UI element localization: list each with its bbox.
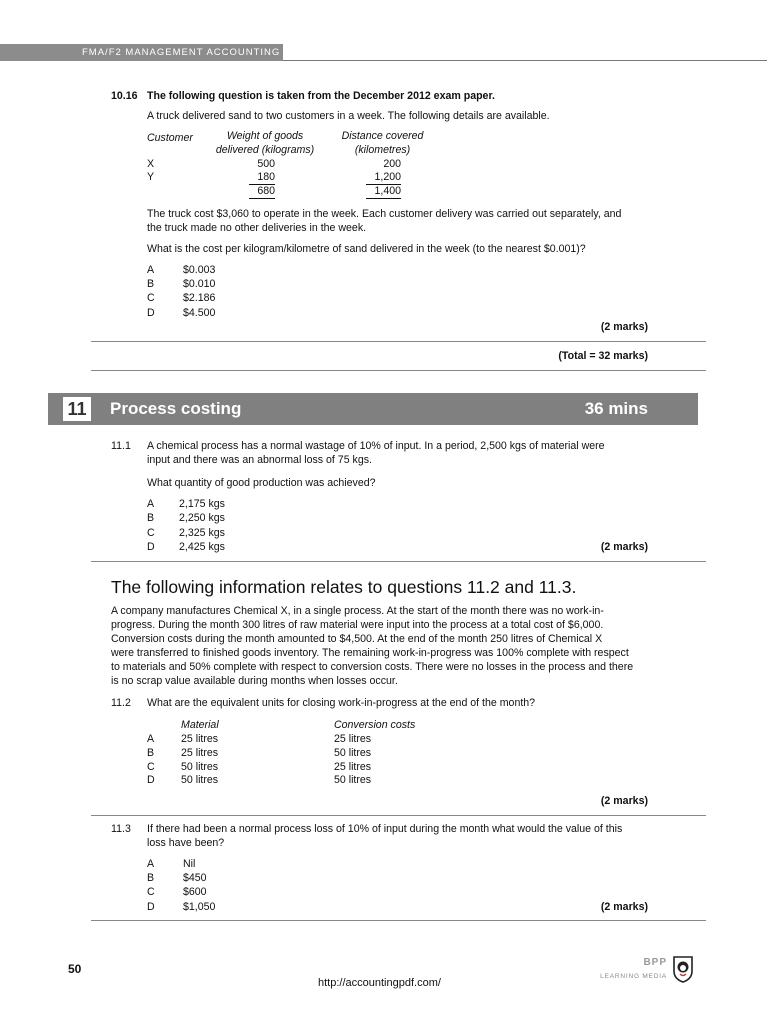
table-cell-weight: 500 (257, 158, 275, 170)
table-header-customer: Customer (147, 132, 193, 144)
table-cell-distance: 1,200 (366, 170, 401, 185)
option-header-material: Material (181, 719, 219, 731)
option-text: 2,325 kgs (179, 527, 225, 539)
option-text: $600 (183, 886, 207, 898)
table-header-weight: Weight of goods (226, 130, 304, 142)
info-heading: The following information relates to questions 11.2 and 11.3. (111, 577, 577, 597)
table-cell-customer: X (147, 158, 155, 170)
total-marks-label: (Total = 32 marks) (558, 350, 648, 362)
question-text: loss have been? (147, 837, 225, 849)
info-line: were transferred to finished goods inventory. The remaining work-in-progress was 100% complete with respect (111, 647, 629, 659)
section-header (48, 393, 698, 425)
option-letter: C (147, 886, 155, 898)
section-number: 11 (63, 397, 91, 421)
brand-name: BPP (643, 957, 667, 968)
option-letter: D (147, 901, 155, 913)
table-header-distance: Distance covered (341, 130, 424, 142)
table-header-weight-unit: delivered (kilograms) (215, 144, 315, 156)
option-letter: B (147, 747, 155, 759)
question-prompt: What is the cost per kilogram/kilometre of sand delivered in the week (to the nearest $0.001)? (147, 243, 586, 255)
option-header-conversion: Conversion costs (334, 719, 416, 731)
option-letter: D (147, 774, 155, 786)
info-line: is no scrap value available during months when losses occur. (111, 675, 398, 687)
divider (91, 815, 706, 816)
table-cell-distance: 200 (383, 158, 401, 170)
question-paragraph: The truck cost $3,060 to operate in the week. Each customer delivery was carried out separately, and (147, 208, 622, 220)
option-text: 2,250 kgs (179, 512, 225, 524)
option-letter: C (147, 292, 155, 304)
option-letter: A (147, 858, 155, 870)
table-total-weight: 680 (249, 184, 275, 199)
question-prompt: What are the equivalent units for closing work-in-progress at the end of the month? (147, 697, 536, 709)
question-number: 11.3 (111, 823, 131, 835)
option-text: $2.186 (183, 292, 216, 304)
option-text: $0.010 (183, 278, 216, 290)
option-letter: A (147, 264, 155, 276)
option-text: $450 (183, 872, 207, 884)
table-header-distance-unit: (kilometres) (354, 144, 411, 156)
option-conversion: 50 litres (334, 747, 372, 759)
info-line: progress. During the month 300 litres of raw material were input into the process at a total cost of $6,000. (111, 619, 604, 631)
option-conversion: 25 litres (334, 761, 372, 773)
divider (91, 341, 706, 342)
option-letter: D (147, 307, 155, 319)
marks-label: (2 marks) (600, 901, 648, 913)
option-text: 2,425 kgs (179, 541, 225, 553)
section-title: Process costing (110, 399, 242, 418)
question-prompt: What quantity of good production was achieved? (147, 477, 376, 489)
table-cell-weight: 180 (249, 170, 275, 185)
option-material: 25 litres (181, 733, 219, 745)
info-line: A company manufactures Chemical X, in a single process. At the start of the month there was no work-in- (111, 605, 604, 617)
option-material: 50 litres (181, 761, 219, 773)
info-line: to materials and 50% complete with respect to conversion costs. There were no losses in the process and there (111, 661, 634, 673)
page-number: 50 (68, 962, 82, 976)
option-letter: B (147, 512, 155, 524)
option-letter: D (147, 541, 155, 553)
running-header: FMA/F2 MANAGEMENT ACCOUNTING (0, 44, 283, 61)
question-text: A chemical process has a normal wastage of 10% of input. In a period, 2,500 kgs of material were (147, 440, 605, 452)
option-letter: A (147, 498, 155, 510)
marks-label: (2 marks) (600, 321, 648, 333)
option-material: 50 litres (181, 774, 219, 786)
bpp-lion-logo-icon (672, 955, 694, 983)
question-text: input and there was an abnormal loss of 75 kgs. (147, 454, 372, 466)
question-number: 11.2 (111, 697, 131, 709)
question-number: 10.16 (111, 90, 138, 102)
footer-url[interactable]: http://accountingpdf.com/ (318, 977, 441, 989)
option-letter: C (147, 527, 155, 539)
marks-label: (2 marks) (600, 795, 648, 807)
question-text: A truck delivered sand to two customers in a week. The following details are available. (147, 110, 550, 122)
divider (91, 920, 706, 921)
marks-label: (2 marks) (600, 541, 648, 553)
option-text: $4.500 (183, 307, 216, 319)
question-text: If there had been a normal process loss of 10% of input during the month what would the value of this (147, 823, 623, 835)
option-text: $1,050 (183, 901, 216, 913)
option-letter: B (147, 872, 155, 884)
section-time: 36 mins (584, 399, 648, 418)
option-text: $0.003 (183, 264, 216, 276)
table-total-distance: 1,400 (366, 184, 401, 199)
divider (91, 561, 706, 562)
option-text: 2,175 kgs (179, 498, 225, 510)
option-conversion: 50 litres (334, 774, 372, 786)
brand-subtitle: LEARNING MEDIA (600, 973, 667, 980)
header-rule (283, 60, 767, 61)
option-material: 25 litres (181, 747, 219, 759)
option-letter: A (147, 733, 155, 745)
question-intro: The following question is taken from the December 2012 exam paper. (147, 90, 495, 102)
table-cell-customer: Y (147, 171, 155, 183)
question-paragraph: the truck made no other deliveries in the week. (147, 222, 367, 234)
divider (91, 370, 706, 371)
option-letter: B (147, 278, 155, 290)
option-letter: C (147, 761, 155, 773)
option-conversion: 25 litres (334, 733, 372, 745)
info-line: Conversion costs during the month amounted to $4,500. At the end of the month 250 litres of Chemical X (111, 633, 603, 645)
question-number: 11.1 (111, 440, 131, 452)
option-text: Nil (183, 858, 196, 870)
